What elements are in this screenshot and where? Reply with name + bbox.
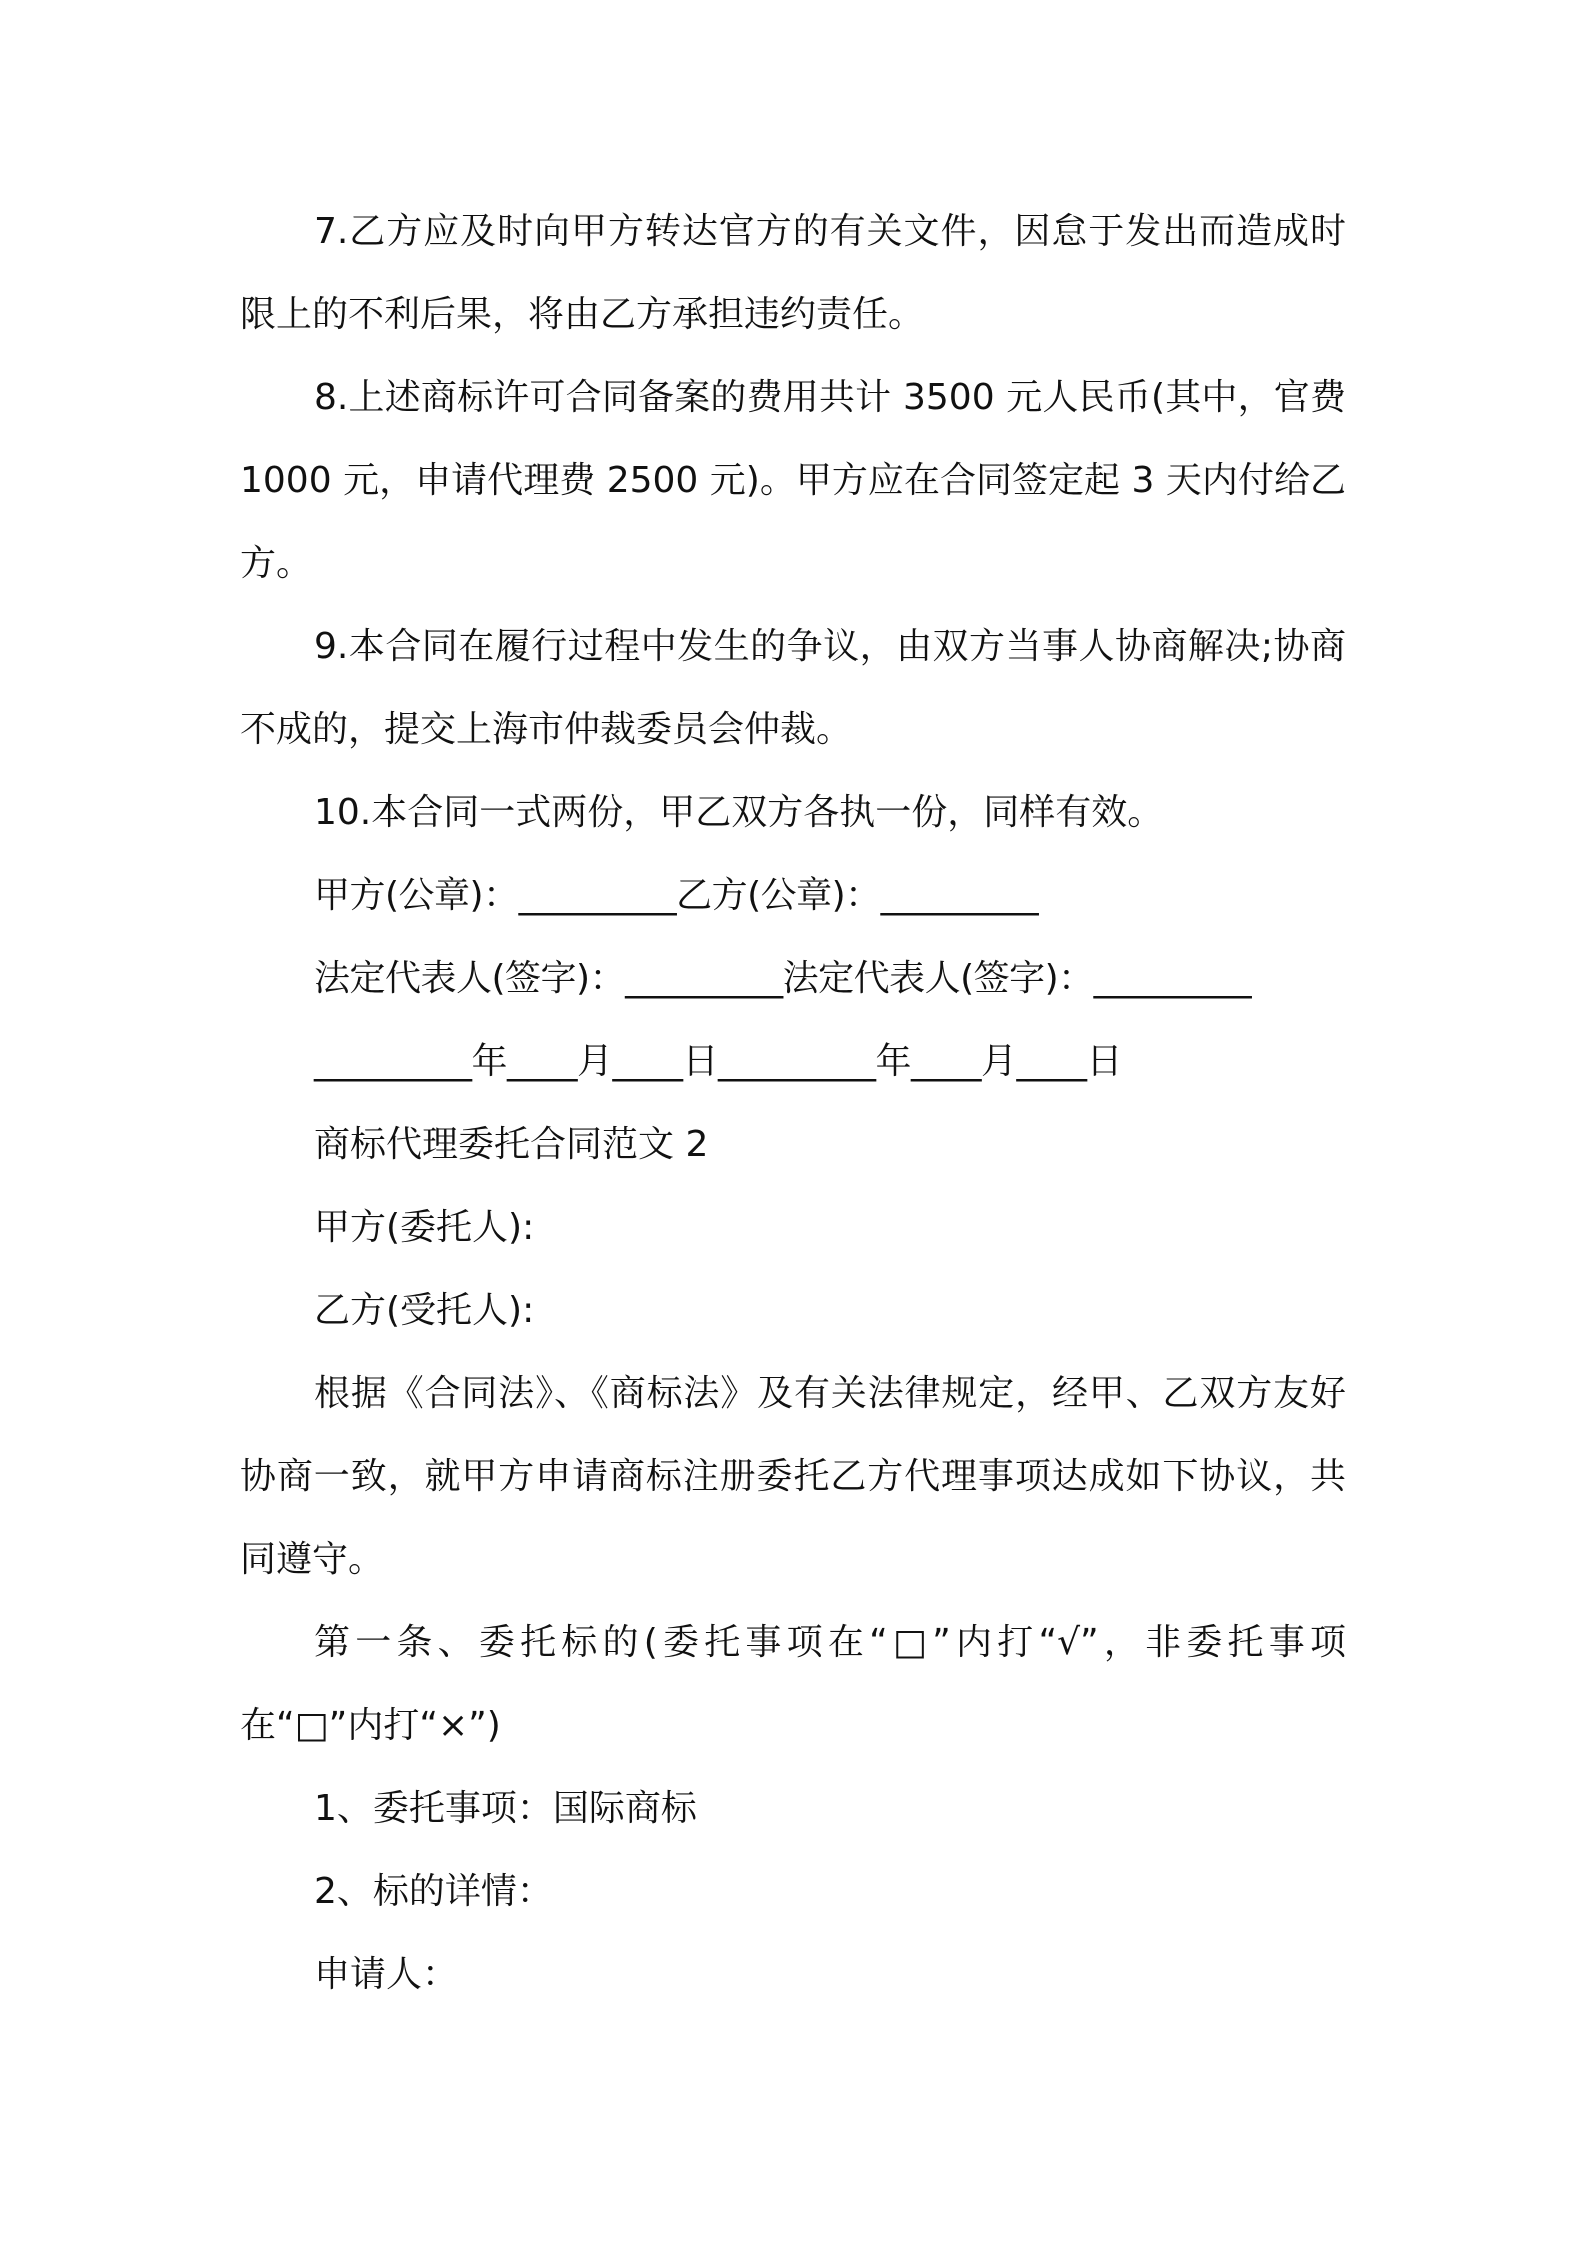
contract2-preamble: 根据《合同法》、《商标法》及有关法律规定，经甲、乙双方友好协商一致，就甲方申请商标注册委托乙方代理事项达成如下协议，共同遵守。 bbox=[240, 1373, 1346, 1580]
clause-10: 10.本合同一式两份，甲乙双方各执一份，同样有效。 bbox=[314, 792, 1164, 833]
document-body bbox=[240, 190, 1346, 2016]
contract2-party-a: 甲方(委托人): bbox=[314, 1207, 535, 1248]
contract2-title: 商标代理委托合同范文 2 bbox=[314, 1124, 709, 1165]
contract2-article-1: 第一条、委托标的(委托事项在“□”内打“√”，非委托事项在“□”内打“×”) bbox=[240, 1622, 1346, 1746]
signature-representative-line: 法定代表人(签字)：_________法定代表人(签字)：_________ bbox=[314, 958, 1252, 999]
clause-9: 9.本合同在履行过程中发生的争议，由双方当事人协商解决;协商不成的，提交上海市仲裁委员会仲裁。 bbox=[240, 626, 1346, 750]
signature-seal-line: 甲方(公章)：_________乙方(公章)：_________ bbox=[314, 875, 1039, 916]
signature-date-line: _________年____月____日_________年____月____日 bbox=[314, 1041, 1122, 1082]
contract2-item-2: 2、标的详情： bbox=[314, 1871, 553, 1912]
clause-8: 8.上述商标许可合同备案的费用共计 3500 元人民币(其中，官费 1000 元，申请代理费 2500 元)。甲方应在合同签定起 3 天内付给乙方。 bbox=[240, 377, 1346, 584]
clause-7: 7.乙方应及时向甲方转达官方的有关文件，因怠于发出而造成时限上的不利后果，将由乙方承担违约责任。 bbox=[240, 211, 1346, 335]
contract2-party-b: 乙方(受托人): bbox=[314, 1290, 535, 1331]
contract2-item-1: 1、委托事项：国际商标 bbox=[314, 1788, 697, 1829]
contract2-applicant: 申请人： bbox=[314, 1954, 459, 1995]
